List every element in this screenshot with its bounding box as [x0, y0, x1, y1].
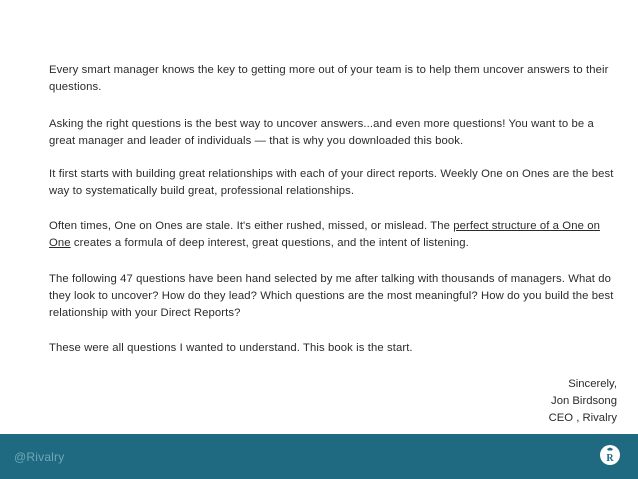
paragraph-one-on-ones	[49, 218, 619, 252]
paragraph-relationships: It first starts with building great relationships with each of your direct reports. Weekly One on Ones are the best way to systematically build great, professional relationships.	[49, 168, 614, 197]
signature-title: CEO , Rivalry	[548, 412, 617, 424]
signature-block	[549, 376, 617, 427]
footer-handle[interactable]: @Rivalry	[14, 450, 65, 464]
signature-name: Jon Birdsong	[551, 395, 617, 407]
paragraph-intro: Every smart manager knows the key to getting more out of your team is to help them uncover answers to their questions.	[49, 64, 609, 93]
paragraph-closing: These were all questions I wanted to understand. This book is the start.	[49, 342, 413, 354]
paragraph-one-on-ones-text-start: Often times, One on Ones are stale. It's either rushed, missed, or mislead. The	[49, 220, 454, 232]
rivalry-logo-icon	[600, 445, 620, 465]
perfect-structure-link[interactable]: perfect structure of a One on One	[49, 220, 600, 249]
paragraph-47-questions: The following 47 questions have been hand selected by me after talking with thousands of managers. What do they look to uncover? How do they lead? Which questions are the most meaningful? How do you build the best relationship with your Direct Reports?	[49, 273, 614, 319]
signature-closing: Sincerely,	[568, 378, 617, 390]
paragraph-questions: Asking the right questions is the best way to uncover answers...and even more questions! You want to be a great manager and leader of individuals — that is why you downloaded this book.	[49, 118, 594, 147]
svg-text:R: R	[606, 453, 614, 463]
footer-bar	[0, 434, 638, 479]
paragraph-one-on-ones-text-end: creates a formula of deep interest, great questions, and the intent of listening.	[70, 237, 469, 249]
